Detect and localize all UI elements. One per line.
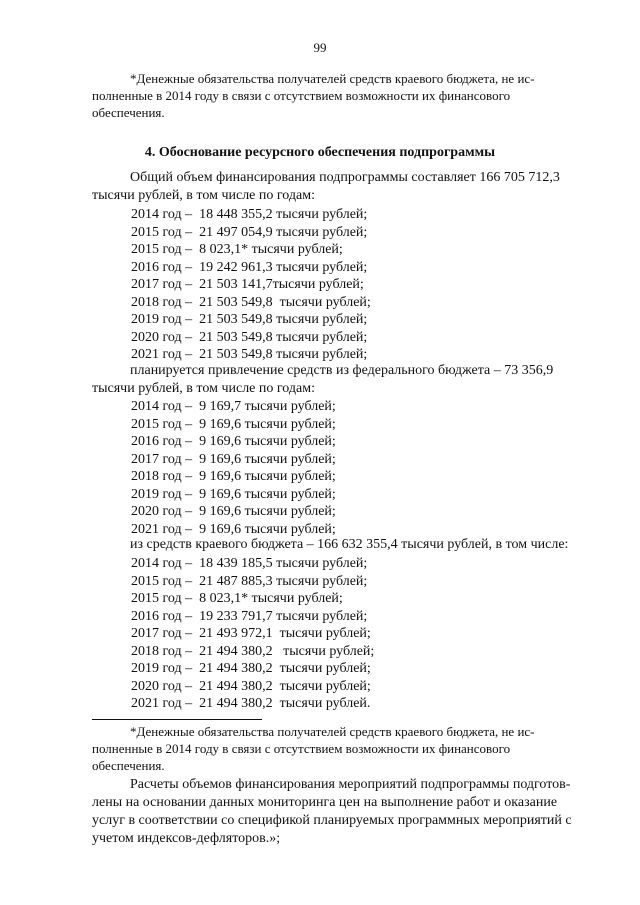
- federal-line: тысячи рублей, в том числе по годам:: [92, 381, 315, 396]
- footnote-divider: [92, 719, 262, 720]
- footnote-bottom: [92, 723, 607, 774]
- list-item: 2014 год – 18 439 185,5 тысячи рублей;: [131, 556, 368, 571]
- total-paragraph: [92, 169, 607, 205]
- total-years-list: [131, 206, 371, 364]
- regional-paragraph: [92, 536, 607, 554]
- regional-years-list: [131, 555, 374, 713]
- list-item: 2019 год – 21 503 549,8 тысячи рублей;: [131, 312, 368, 327]
- federal-years-list: [131, 398, 336, 538]
- list-item: 2021 год – 9 169,6 тысячи рублей;: [131, 521, 336, 537]
- closing-paragraph: [92, 776, 607, 848]
- list-item: 2017 год – 21 503 141,7тысячи рублей;: [131, 277, 364, 292]
- total-line: тысячи рублей, в том числе по годам:: [92, 188, 315, 203]
- list-item: 2014 год – 18 448 355,2 тысячи рублей;: [131, 207, 368, 222]
- list-item: 2018 год – 21 503 549,8 тысячи рублей;: [131, 294, 371, 310]
- list-item: 2016 год – 19 242 961,3 тысячи рублей;: [131, 259, 368, 275]
- page-number: 99: [313, 40, 327, 55]
- footnote-top: [92, 70, 607, 121]
- list-item: 2015 год – 21 497 054,9 тысячи рублей;: [131, 224, 368, 240]
- list-item: 2015 год – 9 169,6 тысячи рублей;: [131, 416, 336, 432]
- footnote-line: обеспечения.: [92, 758, 165, 773]
- closing-line: лены на основании данных мониторинга цен на выполнение работ и оказание: [92, 795, 558, 810]
- closing-line: Расчеты объемов финансирования мероприятий подпрограммы подготов-: [130, 777, 571, 792]
- list-item: 2018 год – 21 494 380,2 тысячи рублей;: [131, 643, 375, 659]
- list-item: 2015 год – 21 487 885,3 тысячи рублей;: [131, 573, 368, 589]
- list-item: 2020 год – 21 494 380,2 тысячи рублей;: [131, 678, 371, 694]
- footnote-line: полненные в 2014 году в связи с отсутствием возможности их финансового: [92, 88, 511, 103]
- list-item: 2017 год – 21 493 972,1 тысячи рублей;: [131, 626, 371, 641]
- regional-line: из средств краевого бюджета – 166 632 355,4 тысячи рублей, в том числе:: [130, 537, 569, 552]
- list-item: 2021 год – 21 503 549,8 тысячи рублей;: [131, 347, 368, 362]
- list-item: 2019 год – 21 494 380,2 тысячи рублей;: [131, 661, 371, 676]
- list-item: 2017 год – 9 169,6 тысячи рублей;: [131, 451, 336, 467]
- list-item: 2014 год – 9 169,7 тысячи рублей;: [131, 399, 336, 414]
- list-item: 2021 год – 21 494 380,2 тысячи рублей.: [131, 696, 371, 711]
- list-item: 2016 год – 9 169,6 тысячи рублей;: [131, 434, 336, 449]
- closing-line: учетом индексов-дефляторов.»;: [92, 831, 281, 846]
- footnote-line: *Денежные обязательства получателей средств краевого бюджета, не ис-: [130, 71, 535, 86]
- closing-line: услуг в соответствии со спецификой планируемых программных мероприятий с: [92, 813, 572, 828]
- list-item: 2020 год – 9 169,6 тысячи рублей;: [131, 504, 336, 519]
- list-item: 2015 год – 8 023,1* тысячи рублей;: [131, 242, 343, 257]
- list-item: 2016 год – 19 233 791,7 тысячи рублей;: [131, 608, 368, 624]
- federal-line: планируется привлечение средств из федерального бюджета – 73 356,9: [130, 363, 554, 378]
- footnote-line: полненные в 2014 году в связи с отсутствием возможности их финансового: [92, 741, 511, 756]
- list-item: 2015 год – 8 023,1* тысячи рублей;: [131, 591, 343, 606]
- list-item: 2019 год – 9 169,6 тысячи рублей;: [131, 486, 336, 502]
- federal-paragraph: [92, 362, 607, 398]
- list-item: 2020 год – 21 503 549,8 тысячи рублей;: [131, 329, 368, 345]
- total-line: Общий объем финансирования подпрограммы составляет 166 705 712,3: [130, 170, 560, 185]
- section-title: 4. Обоснование ресурсного обеспечения подпрограммы: [144, 145, 496, 160]
- list-item: 2018 год – 9 169,6 тысячи рублей;: [131, 469, 336, 484]
- footnote-line: *Денежные обязательства получателей средств краевого бюджета, не ис-: [130, 724, 535, 739]
- footnote-line: обеспечения.: [92, 105, 165, 120]
